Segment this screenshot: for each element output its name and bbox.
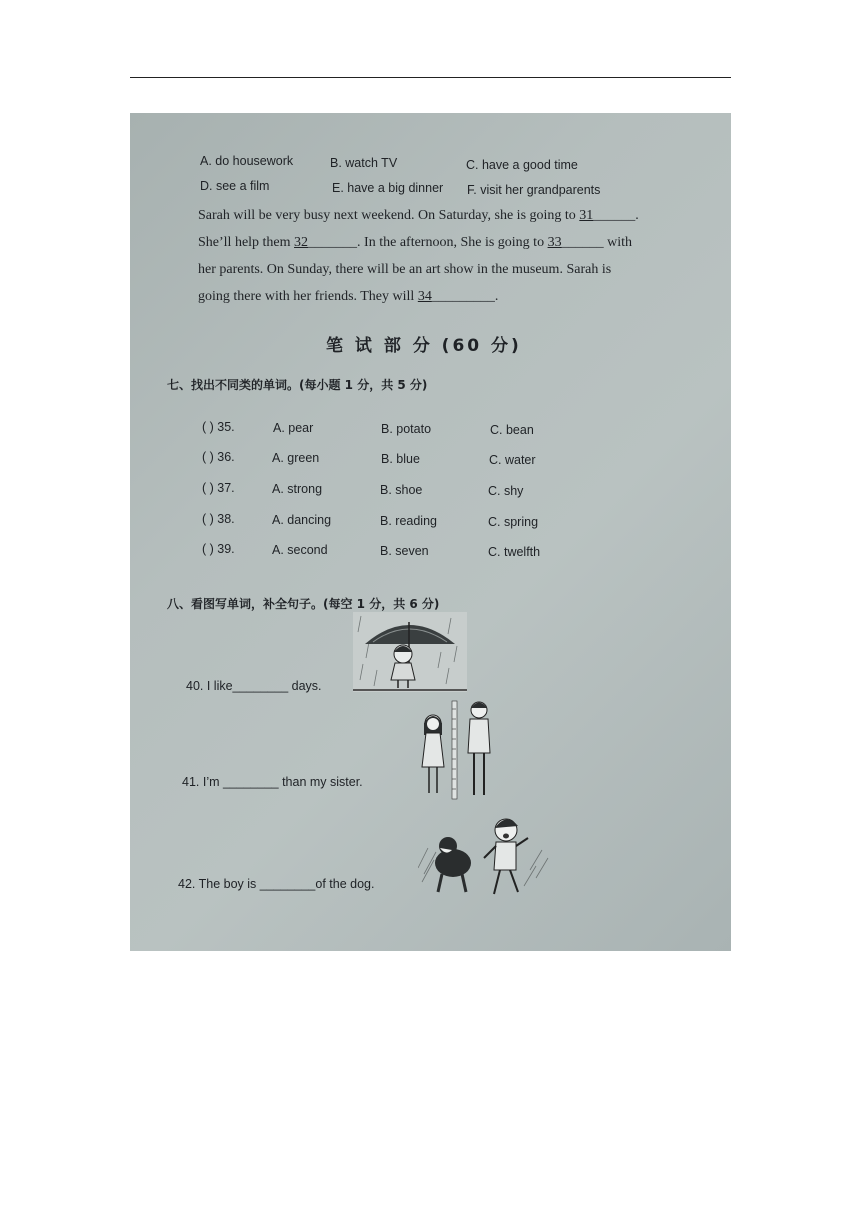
q37-option-a: A. strong [272,482,323,496]
passage-line-4 [198,289,498,305]
q38-option-c: C. spring [488,515,539,529]
question-42: 42. The boy is ________of the dog. [178,877,375,891]
q37-option-c: C. shy [488,484,524,498]
section-title: 笔 试 部 分 (60 分) [326,336,522,356]
q35-option-c: C. bean [490,423,534,437]
option-f: F. visit her grandparents [467,183,601,197]
top-rule [130,77,731,78]
passage-text: ______ with [561,235,632,250]
q35-option-b: B. potato [381,422,432,436]
passage-text: _________. [431,289,499,304]
q37-number: ( ) 37. [202,481,235,495]
q38-option-b: B. reading [380,514,437,528]
option-d: D. see a film [200,179,270,193]
passage-text: Sarah will be very busy next weekend. On Saturday, she is going to [198,208,580,223]
blank-31: 31 [579,208,594,223]
q37-option-b: B. shoe [380,483,423,497]
part7-heading: 七、找出不同类的单词。(每小题 1 分，共 5 分) [167,378,428,392]
option-c: C. have a good time [466,158,578,172]
boy-and-girl-height-comparison-icon [416,695,504,801]
girl-with-umbrella-in-rain-icon [353,612,467,692]
passage-line-2 [198,235,632,251]
option-a: A. do housework [200,154,294,168]
q39-option-b: B. seven [380,544,429,558]
blank-32: 32 [294,235,309,250]
q35-number: ( ) 35. [202,420,235,434]
q36-option-c: C. water [489,453,536,467]
q36-option-a: A. green [272,451,320,465]
q39-option-a: A. second [272,543,328,557]
q38-number: ( ) 38. [202,512,235,526]
blank-33: 33 [547,235,562,250]
question-40: 40. I like________ days. [186,679,322,693]
q39-option-c: C. twelfth [488,545,541,559]
exam-photo [130,113,731,951]
passage-line-3: her parents. On Sunday, there will be an art show in the museum. Sarah is [198,262,612,277]
q39-number: ( ) 39. [202,542,235,556]
passage-text: She’ll help them [198,235,295,250]
option-b: B. watch TV [330,156,398,170]
q38-option-a: A. dancing [272,513,332,527]
q36-number: ( ) 36. [202,450,235,464]
option-e: E. have a big dinner [332,181,444,195]
part8-heading: 八、看图写单词，补全句子。(每空 1 分，共 6 分) [167,597,440,611]
q36-option-b: B. blue [381,452,420,466]
blank-34: 34 [417,289,432,304]
question-41: 41. I’m ________ than my sister. [182,775,363,789]
boy-running-from-dog-icon [418,808,550,900]
passage-line-1 [198,208,639,224]
passage-text: going there with her friends. They will [198,289,418,304]
passage-text: ______. [593,208,639,223]
passage-text: _______. In the afternoon, She is going to [308,235,548,250]
q35-option-a: A. pear [273,421,314,435]
